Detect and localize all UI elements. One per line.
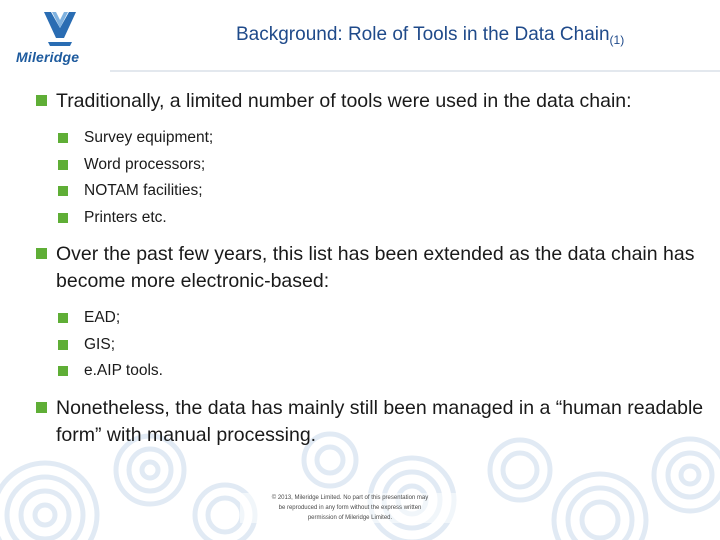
- sub-bullet-text: Word processors;: [84, 155, 206, 173]
- bullet-square-icon: [36, 95, 47, 106]
- bullet-square-icon: [58, 366, 68, 376]
- logo-text: Mileridge: [16, 49, 80, 65]
- mileridge-logo-icon: [42, 8, 78, 48]
- footer-line: be reproduced in any form without the express written: [278, 505, 422, 511]
- sub-bullet-item: [36, 205, 706, 232]
- bullet-text: Over the past few years, this list has been extended as the data chain has become more electronic-based:: [56, 243, 695, 292]
- copyright-footer: [240, 493, 460, 523]
- bullet-text: Nonetheless, the data has mainly still been managed in a “human readable form” with manual processing.: [56, 396, 704, 446]
- bullet-square-icon: [36, 248, 47, 259]
- sub-bullet-item: [36, 305, 706, 332]
- sub-bullet-list: [36, 305, 706, 385]
- title-subscript: (1): [609, 33, 625, 47]
- sub-bullet-item: [36, 178, 706, 205]
- bullet-square-icon: [58, 160, 68, 170]
- sub-bullet-text: Printers etc.: [84, 208, 167, 226]
- bullet-item: [36, 241, 706, 295]
- sub-bullet-text: GIS;: [84, 335, 116, 353]
- sub-bullet-item: [36, 152, 706, 179]
- sub-bullet-text: EAD;: [84, 309, 121, 326]
- bullet-item: [36, 395, 706, 449]
- company-logo: [14, 8, 110, 68]
- bullet-square-icon: [58, 313, 68, 323]
- sub-bullet-item: [36, 358, 706, 385]
- header-divider: [110, 70, 720, 72]
- footer-line: © 2013, Mileridge Limited. No part of this presentation may: [271, 495, 429, 501]
- slide-title: [236, 24, 716, 47]
- bullet-item: [36, 88, 706, 115]
- footer-line: permission of Mileridge Limited.: [307, 515, 393, 521]
- title-text: Background: Role of Tools in the Data Chain: [236, 24, 610, 45]
- sub-bullet-text: e.AIP tools.: [84, 362, 163, 379]
- bullet-square-icon: [58, 186, 68, 196]
- bullet-text: Traditionally, a limited number of tools were used in the data chain:: [56, 90, 632, 112]
- bullet-square-icon: [58, 340, 68, 350]
- bullet-square-icon: [36, 402, 47, 413]
- sub-bullet-item: [36, 332, 706, 359]
- sub-bullet-text: NOTAM facilities;: [84, 182, 203, 199]
- bullet-square-icon: [58, 133, 68, 143]
- bullet-square-icon: [58, 213, 68, 223]
- sub-bullet-list: [36, 125, 706, 231]
- sub-bullet-text: Survey equipment;: [84, 129, 214, 146]
- bullet-list: [36, 88, 706, 459]
- sub-bullet-item: [36, 125, 706, 152]
